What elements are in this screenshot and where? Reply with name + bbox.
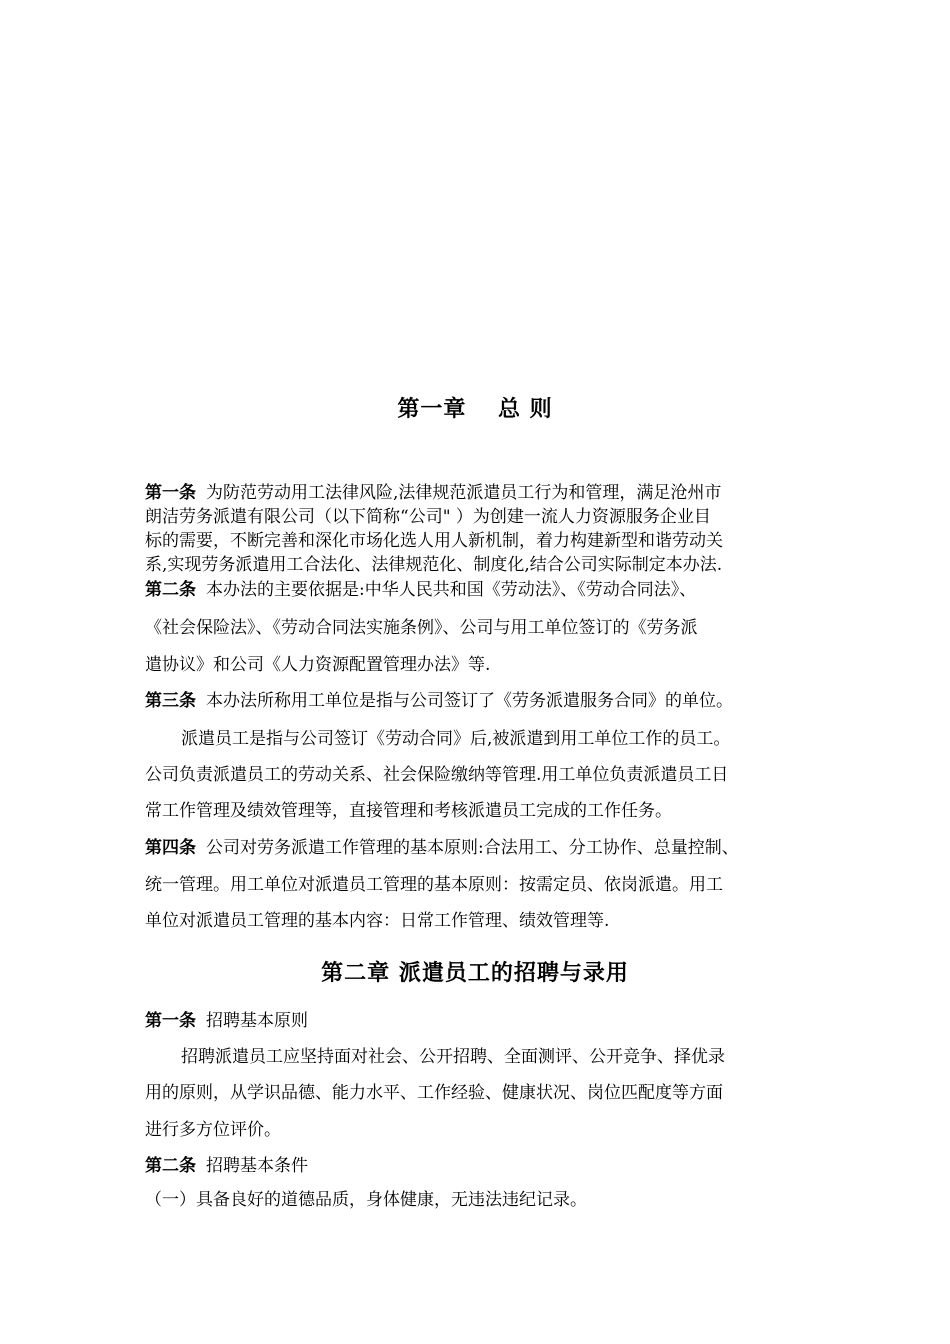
ch1-article2-line1	[145, 578, 825, 602]
ch2-article1-line3: 进行多方位评价。	[145, 1120, 281, 1140]
ch2-article2-line1: （一）具备良好的道德品质，身体健康，无违法违纪记录。	[145, 1190, 587, 1210]
ch1-article3-line2: 派遣员工是指与公司签订《劳动合同》后,被派遣到用工单位工作的员工。	[181, 729, 731, 749]
ch1-article4-text1: 公司对劳务派遣工作管理的基本原则:合法用工、分工协作、总量控制、	[206, 838, 739, 858]
ch2-article2-heading: 招聘基本条件	[206, 1156, 308, 1176]
ch2-article2-heading-line	[145, 1154, 825, 1178]
ch1-article1-line2: 朗洁劳务派遣有限公司（以下简称“公司" ）为创建一流人力资源服务企业目	[145, 507, 711, 527]
ch1-article2-label: 第二条	[145, 580, 196, 600]
ch1-article2-text1: 本办法的主要依据是:中华人民共和国《劳动法》、《劳动合同法》、	[206, 580, 697, 600]
chapter-1-title: 第一章 总 则	[397, 396, 553, 422]
ch1-article4-label: 第四条	[145, 838, 196, 858]
ch1-article4-line1	[145, 836, 825, 860]
ch1-article2-line3: 遣协议》和公司《人力资源配置管理办法》等.	[145, 655, 491, 675]
ch1-article2-line2: 《社会保险法》、《劳动合同法实施条例》、公司与用工单位签订的《劳务派	[145, 618, 698, 638]
ch1-article3-line1	[145, 689, 825, 713]
ch1-article3-line3: 公司负责派遣员工的劳动关系、社会保险缴纳等管理.用工单位负责派遣员工日	[145, 765, 729, 785]
ch2-article1-label: 第一条	[145, 1011, 196, 1031]
ch2-article1-heading: 招聘基本原则	[206, 1011, 308, 1031]
ch1-article4-line2: 统一管理。用工单位对派遣员工管理的基本原则：按需定员、依岗派遣。用工	[145, 875, 723, 895]
ch2-article1-line1: 招聘派遣员工应坚持面对社会、公开招聘、全面测评、公开竞争、择优录	[181, 1047, 725, 1067]
ch2-article2-label: 第二条	[145, 1156, 196, 1176]
ch1-article4-line3: 单位对派遣员工管理的基本内容：日常工作管理、绩效管理等.	[145, 911, 610, 931]
ch1-article3-text1: 本办法所称用工单位是指与公司签订了《劳务派遣服务合同》的单位。	[206, 691, 733, 711]
ch2-article1-heading-line	[145, 1009, 825, 1033]
ch1-article1-label: 第一条	[145, 483, 196, 503]
ch1-article3-label: 第三条	[145, 691, 196, 711]
chapter-2-title: 第二章 派遣员工的招聘与录用	[321, 960, 629, 986]
ch1-article3-line4: 常工作管理及绩效管理等，直接管理和考核派遣员工完成的工作任务。	[145, 801, 672, 821]
ch1-article1-line1	[145, 481, 825, 505]
ch2-article1-line2: 用的原则，从学识品德、能力水平、工作经验、健康状况、岗位匹配度等方面	[145, 1083, 723, 1103]
ch1-article1-line3: 标的需要，不断完善和深化市场化选人用人新机制，着力构建新型和谐劳动关	[145, 531, 723, 551]
ch1-article1-line4: 系,实现劳务派遣用工合法化、法律规范化、制度化,结合公司实际制定本办法.	[145, 555, 723, 575]
ch1-article1-text1: 为防范劳动用工法律风险,法律规范派遣员工行为和管理，满足沧州市	[206, 483, 722, 503]
